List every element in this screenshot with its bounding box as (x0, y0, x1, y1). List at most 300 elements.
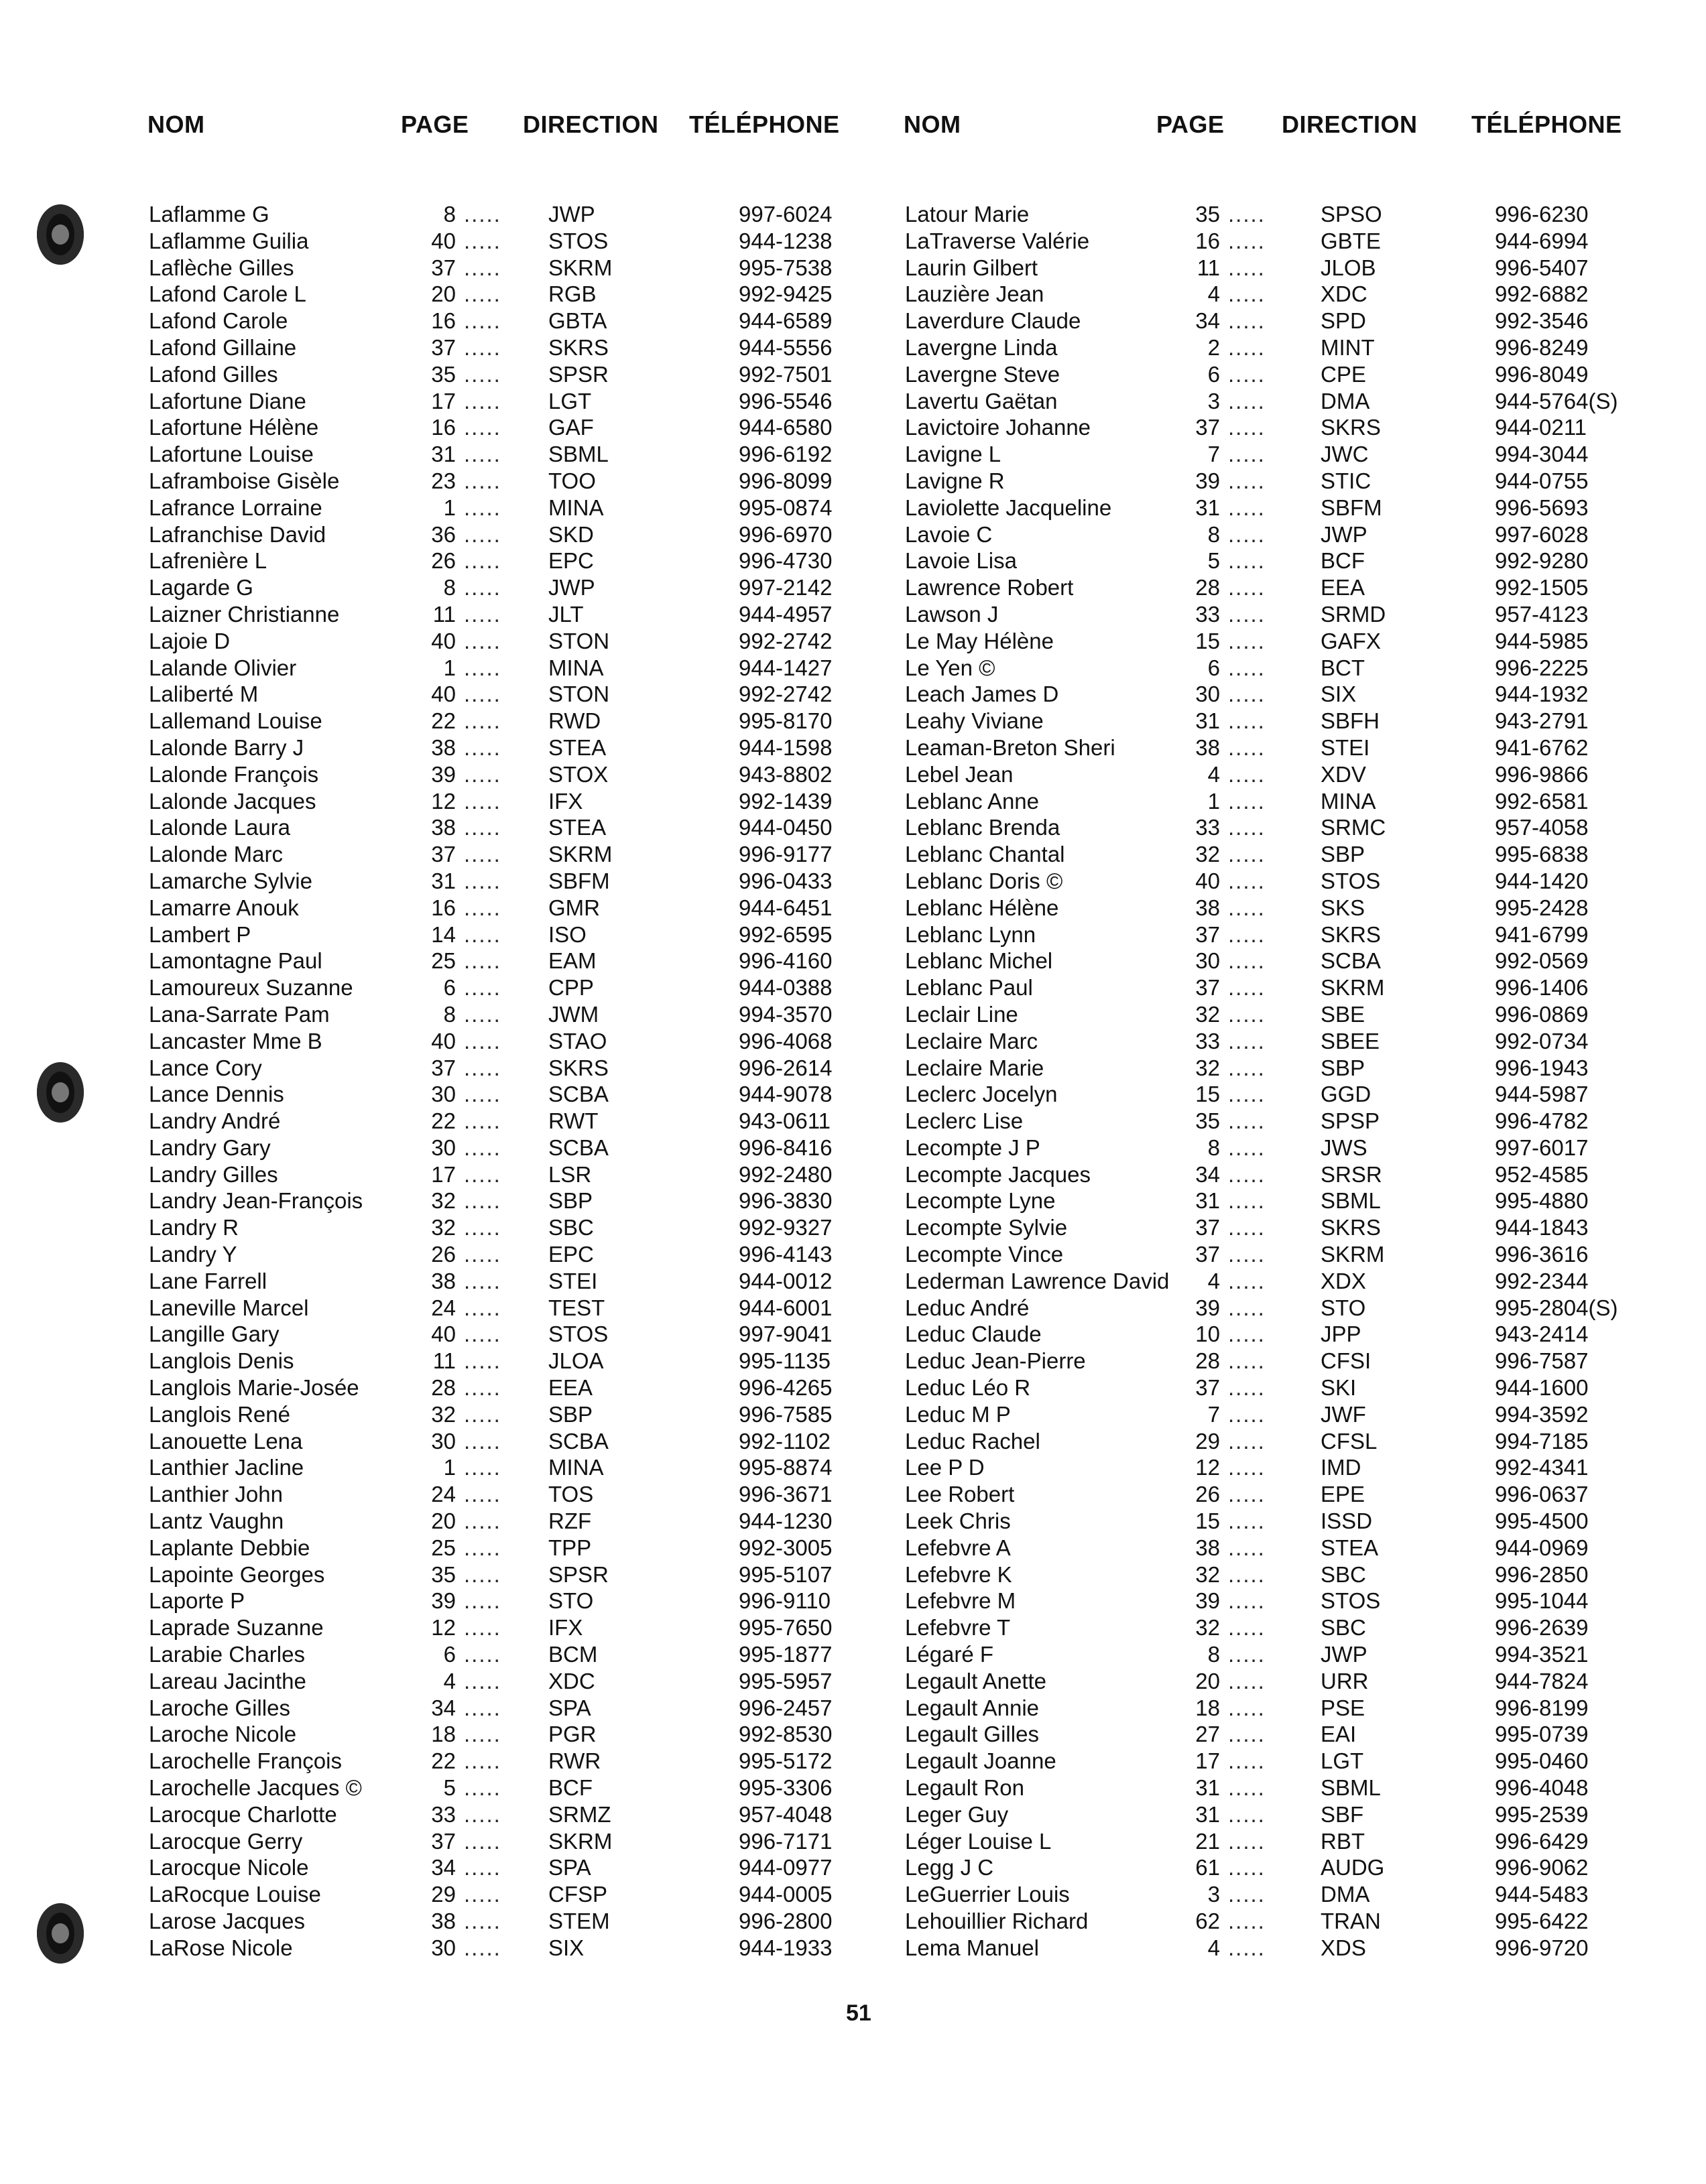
entry-telephone: 992-3546 (1495, 308, 1589, 334)
entry-name: Laroche Nicole (149, 1722, 297, 1747)
entry-page: 32 (431, 1215, 456, 1240)
entry-page: 20 (431, 1508, 456, 1534)
entry-name: Lafond Gilles (149, 361, 278, 387)
entry-telephone: 944-6589 (739, 308, 833, 334)
entry-page: 32 (1195, 1615, 1220, 1641)
directory-entry (149, 1748, 859, 1775)
entry-telephone: 995-2539 (1495, 1801, 1589, 1827)
entry-direction: TPP (548, 1535, 592, 1560)
entry-name: Laplante Debbie (149, 1535, 310, 1560)
entry-telephone: 944-1600 (1495, 1375, 1589, 1401)
entry-direction: GAF (548, 415, 594, 440)
leader-dots: ..... (1228, 1828, 1266, 1854)
leader-dots: ..... (464, 842, 501, 867)
header-nom-right: NOM (904, 111, 961, 138)
leader-dots: ..... (464, 308, 501, 334)
directory-entry (905, 1668, 1622, 1695)
entry-direction: STEI (548, 1268, 598, 1293)
entry-telephone: 944-0388 (739, 975, 833, 1001)
entry-page: 7 (1207, 1401, 1220, 1427)
entry-telephone: 994-3521 (1495, 1642, 1589, 1667)
entry-telephone: 944-6001 (739, 1295, 833, 1320)
entry-direction: SBML (548, 442, 609, 467)
entry-page: 17 (431, 388, 456, 413)
leader-dots: ..... (464, 1561, 501, 1587)
leader-dots: ..... (1228, 601, 1266, 627)
entry-telephone: 996-7587 (1495, 1348, 1589, 1374)
entry-telephone: 996-9062 (1495, 1855, 1589, 1880)
leader-dots: ..... (1228, 1242, 1266, 1267)
leader-dots: ..... (464, 442, 501, 467)
entry-name: Lafortune Louise (149, 442, 314, 467)
leader-dots: ..... (464, 1215, 501, 1240)
directory-entry (149, 814, 859, 841)
entry-name: Le Yen © (905, 655, 995, 680)
entry-page: 4 (1207, 761, 1220, 787)
entry-page: 30 (431, 1428, 456, 1454)
directory-entry (905, 1428, 1622, 1455)
entry-telephone: 995-4500 (1495, 1508, 1589, 1534)
entry-page: 12 (431, 788, 456, 814)
entry-page: 37 (1195, 1375, 1220, 1401)
entry-page: 37 (431, 255, 456, 280)
leader-dots: ..... (464, 1642, 501, 1667)
entry-direction: CFSI (1321, 1348, 1372, 1374)
leader-dots: ..... (464, 815, 501, 840)
entry-telephone: 944-0012 (739, 1268, 833, 1293)
directory-entry (905, 1854, 1622, 1881)
entry-name: Lavigne R (905, 468, 1005, 493)
entry-direction: IMD (1321, 1455, 1361, 1480)
entry-name: Lafortune Diane (149, 388, 306, 413)
directory-entry (905, 1721, 1622, 1748)
entry-page: 17 (431, 1161, 456, 1187)
leader-dots: ..... (1228, 1028, 1266, 1053)
header-page-left: PAGE (401, 111, 469, 138)
entry-name: Lefebvre A (905, 1535, 1011, 1560)
entry-name: Laprade Suzanne (149, 1615, 324, 1641)
entry-direction: SRMC (1321, 815, 1386, 840)
entry-page: 24 (431, 1295, 456, 1320)
directory-entry (905, 1268, 1622, 1295)
leader-dots: ..... (464, 1188, 501, 1214)
entry-page: 38 (431, 734, 456, 760)
entry-telephone: 992-9327 (739, 1215, 833, 1240)
entry-telephone: 944-0755 (1495, 468, 1589, 493)
entry-page: 8 (443, 202, 456, 227)
entry-page: 39 (431, 1588, 456, 1614)
entry-name: Leaman-Breton Sheri (905, 734, 1115, 760)
entry-direction: BCF (1321, 548, 1365, 574)
entry-direction: LSR (548, 1161, 592, 1187)
entry-name: Legault Ron (905, 1775, 1024, 1801)
entry-direction: CFSL (1321, 1428, 1378, 1454)
entry-direction: JPP (1321, 1322, 1361, 1347)
entry-page: 30 (431, 1082, 456, 1107)
entry-telephone: 995-1877 (739, 1642, 833, 1667)
entry-direction: SCBA (548, 1428, 609, 1454)
entry-name: Laroche Gilles (149, 1695, 290, 1720)
entry-page: 26 (1195, 1482, 1220, 1507)
entry-direction: STON (548, 682, 610, 707)
entry-telephone: 996-6192 (739, 442, 833, 467)
entry-direction: SBML (1321, 1188, 1381, 1214)
entry-page: 37 (1195, 1242, 1220, 1267)
directory-entry (905, 1108, 1622, 1135)
directory-entry (905, 334, 1622, 361)
entry-name: Langlois Marie-Josée (149, 1375, 359, 1401)
directory-entry (149, 681, 859, 708)
entry-telephone: 944-0969 (1495, 1535, 1589, 1560)
entry-direction: SRSR (1321, 1161, 1382, 1187)
entry-telephone: 944-5483 (1495, 1882, 1589, 1907)
entry-name: Landry R (149, 1215, 239, 1240)
entry-page: 32 (431, 1401, 456, 1427)
entry-direction: STOX (548, 761, 609, 787)
entry-direction: RBT (1321, 1828, 1365, 1854)
entry-direction: SKRS (1321, 415, 1381, 440)
entry-direction: SKRS (548, 1055, 609, 1080)
entry-page: 34 (1195, 1161, 1220, 1187)
directory-entry (149, 1721, 859, 1748)
directory-entry (149, 1775, 859, 1801)
entry-page: 32 (1195, 1561, 1220, 1587)
entry-page: 40 (431, 682, 456, 707)
directory-entry (149, 1295, 859, 1322)
leader-dots: ..... (1228, 1748, 1266, 1774)
directory-entry (905, 1374, 1622, 1401)
entry-name: Lafrance Lorraine (149, 495, 322, 520)
entry-telephone: 944-1932 (1495, 682, 1589, 707)
entry-page: 22 (431, 708, 456, 734)
leader-dots: ..... (1228, 682, 1266, 707)
entry-page: 61 (1195, 1855, 1220, 1880)
leader-dots: ..... (1228, 1882, 1266, 1907)
leader-dots: ..... (464, 575, 501, 600)
entry-name: Lederman Lawrence David (905, 1268, 1170, 1293)
leader-dots: ..... (464, 548, 501, 574)
entry-page: 18 (1195, 1695, 1220, 1720)
entry-direction: STOS (548, 1322, 609, 1347)
entry-name: Landry Gary (149, 1135, 271, 1160)
entry-name: Lance Dennis (149, 1082, 284, 1107)
directory-entry (905, 1348, 1622, 1374)
entry-direction: SBEE (1321, 1028, 1380, 1053)
leader-dots: ..... (464, 255, 501, 280)
entry-direction: BCT (1321, 655, 1365, 680)
leader-dots: ..... (1228, 1615, 1266, 1641)
directory-entry (149, 468, 859, 495)
directory-entry (905, 1081, 1622, 1108)
entry-telephone: 995-1044 (1495, 1588, 1589, 1614)
directory-entry (149, 414, 859, 441)
entry-telephone: 996-9177 (739, 842, 833, 867)
entry-name: Legault Anette (905, 1668, 1047, 1693)
entry-name: Legault Joanne (905, 1748, 1056, 1774)
entry-page: 18 (431, 1722, 456, 1747)
entry-page: 2 (1207, 334, 1220, 360)
entry-direction: JWF (1321, 1401, 1366, 1427)
leader-dots: ..... (464, 1348, 501, 1374)
entry-telephone: 944-1230 (739, 1508, 833, 1534)
directory-entry (149, 281, 859, 308)
directory-entry (905, 521, 1622, 548)
entry-direction: STO (548, 1588, 594, 1614)
entry-name: Leahy Viviane (905, 708, 1044, 734)
entry-telephone: 996-3671 (739, 1482, 833, 1507)
entry-page: 11 (432, 601, 456, 627)
entry-page: 30 (431, 1935, 456, 1960)
entry-name: Legault Gilles (905, 1722, 1039, 1747)
leader-dots: ..... (464, 361, 501, 387)
entry-direction: RWT (548, 1108, 599, 1134)
entry-direction: CFSP (548, 1882, 608, 1907)
directory-entry (149, 548, 859, 574)
entry-telephone: 992-2742 (739, 628, 833, 653)
entry-direction: JWM (548, 1001, 599, 1027)
entry-name: Langille Gary (149, 1322, 280, 1347)
leader-dots: ..... (1228, 1215, 1266, 1240)
entry-direction: SBFM (1321, 495, 1382, 520)
entry-page: 62 (1195, 1909, 1220, 1933)
header-direction-right: DIRECTION (1282, 111, 1418, 138)
entry-telephone: 996-1943 (1495, 1055, 1589, 1080)
entry-page: 16 (431, 895, 456, 920)
entry-telephone: 992-3005 (739, 1535, 833, 1560)
leader-dots: ..... (464, 682, 501, 707)
entry-telephone: 992-2742 (739, 682, 833, 707)
leader-dots: ..... (464, 1001, 501, 1027)
entry-telephone: 996-4048 (1495, 1775, 1589, 1801)
entry-direction: SPA (548, 1695, 591, 1720)
entry-name: Latour Marie (905, 202, 1030, 227)
directory-entry (905, 1241, 1622, 1268)
entry-direction: CPP (548, 975, 594, 1001)
entry-direction: JLOA (548, 1348, 604, 1374)
entry-direction: SPSR (548, 361, 609, 387)
directory-entry (149, 1588, 859, 1614)
entry-telephone: 994-3570 (739, 1001, 833, 1027)
leader-dots: ..... (1228, 1108, 1266, 1134)
directory-entry (905, 1935, 1622, 1962)
entry-page: 4 (1207, 1935, 1220, 1960)
leader-dots: ..... (464, 895, 501, 920)
entry-direction: URR (1321, 1668, 1369, 1693)
directory-entry (149, 1535, 859, 1561)
directory-entry (149, 388, 859, 415)
leader-dots: ..... (464, 468, 501, 493)
leader-dots: ..... (1228, 1855, 1266, 1880)
directory-entry (905, 1828, 1622, 1855)
entry-direction: IFX (548, 788, 583, 814)
entry-direction: SKRM (548, 1828, 613, 1854)
entry-name: Lecompte Vince (905, 1242, 1064, 1267)
directory-entry (149, 1108, 859, 1135)
leader-dots: ..... (1228, 1082, 1266, 1107)
entry-direction: SRMZ (548, 1801, 611, 1827)
entry-page: 8 (1207, 521, 1220, 547)
leader-dots: ..... (464, 202, 501, 227)
entry-direction: SBP (548, 1188, 593, 1214)
leader-dots: ..... (1228, 468, 1266, 493)
leader-dots: ..... (464, 1242, 501, 1267)
entry-direction: EEA (1321, 575, 1365, 600)
leader-dots: ..... (464, 1775, 501, 1801)
entry-name: Lecompte Sylvie (905, 1215, 1068, 1240)
entry-name: Léger Louise L (905, 1828, 1052, 1854)
directory-entry (149, 361, 859, 388)
directory-entry (905, 281, 1622, 308)
directory-entry (905, 1055, 1622, 1082)
entry-page: 20 (431, 281, 456, 307)
leader-dots: ..... (1228, 1668, 1266, 1693)
entry-telephone: 944-5987 (1495, 1082, 1589, 1107)
leader-dots: ..... (464, 761, 501, 787)
entry-direction: SKS (1321, 895, 1365, 920)
directory-entry (149, 308, 859, 334)
leader-dots: ..... (1228, 1695, 1266, 1720)
entry-page: 32 (1195, 1001, 1220, 1027)
entry-name: Lamontagne Paul (149, 948, 322, 974)
directory-entry (905, 1775, 1622, 1801)
directory-entry (149, 841, 859, 868)
entry-direction: XDC (548, 1668, 595, 1693)
entry-telephone: 996-0637 (1495, 1482, 1589, 1507)
leader-dots: ..... (1228, 815, 1266, 840)
binder-hole (37, 1903, 84, 1964)
directory-entry (149, 868, 859, 895)
entry-page: 26 (431, 548, 456, 574)
entry-telephone: 996-0433 (739, 868, 833, 893)
entry-telephone: 996-7585 (739, 1401, 833, 1427)
entry-telephone: 996-4265 (739, 1375, 833, 1401)
binder-hole (37, 204, 84, 265)
leader-dots: ..... (464, 1375, 501, 1401)
leader-dots: ..... (464, 1535, 501, 1560)
entry-page: 4 (1207, 281, 1220, 307)
directory-entry (905, 868, 1622, 895)
directory-entry (149, 655, 859, 682)
entry-telephone: 992-2480 (739, 1161, 833, 1187)
entry-telephone: 995-3306 (739, 1775, 833, 1801)
entry-name: Leblanc Paul (905, 975, 1033, 1001)
entry-telephone: 992-1439 (739, 788, 833, 814)
directory-entry (905, 974, 1622, 1001)
directory-entry (905, 1001, 1622, 1028)
leader-dots: ..... (1228, 1348, 1266, 1374)
entry-direction: STOS (1321, 1588, 1381, 1614)
entry-direction: RWR (548, 1748, 601, 1774)
entry-telephone: 992-4341 (1495, 1455, 1589, 1480)
entry-page: 25 (431, 948, 456, 974)
directory-entry (149, 734, 859, 761)
entry-page: 33 (1195, 815, 1220, 840)
entry-telephone: 997-2142 (739, 575, 833, 600)
directory-entry (905, 1748, 1622, 1775)
entry-direction: JLT (548, 601, 584, 627)
entry-direction: DMA (1321, 388, 1370, 413)
entry-telephone: 944-7824 (1495, 1668, 1589, 1693)
entry-telephone: 996-9720 (1495, 1935, 1589, 1960)
entry-page: 35 (1195, 1108, 1220, 1134)
directory-entry (905, 201, 1622, 228)
entry-page: 37 (1195, 415, 1220, 440)
directory-entry (149, 1374, 859, 1401)
leader-dots: ..... (1228, 361, 1266, 387)
entry-direction: JWS (1321, 1135, 1367, 1160)
entry-name: Lareau Jacinthe (149, 1668, 306, 1693)
leader-dots: ..... (464, 868, 501, 893)
entry-name: Lefebvre K (905, 1561, 1012, 1587)
directory-entry (149, 948, 859, 974)
directory-entry (905, 1588, 1622, 1614)
directory-entry (149, 1508, 859, 1535)
directory-entry (905, 361, 1622, 388)
leader-dots: ..... (1228, 442, 1266, 467)
leader-dots: ..... (464, 1135, 501, 1160)
directory-entry (905, 1561, 1622, 1588)
entry-telephone: 996-8416 (739, 1135, 833, 1160)
directory-entry (149, 921, 859, 948)
leader-dots: ..... (464, 1909, 501, 1933)
directory-entry (905, 788, 1622, 815)
directory-entry (905, 388, 1622, 415)
entry-name: Larocque Nicole (149, 1855, 309, 1880)
entry-name: Lana-Sarrate Pam (149, 1001, 330, 1027)
leader-dots: ..... (464, 1801, 501, 1827)
entry-name: Lafranchise David (149, 521, 326, 547)
leader-dots: ..... (464, 1108, 501, 1134)
directory-entry (905, 655, 1622, 682)
entry-name: Lapointe Georges (149, 1561, 325, 1587)
directory-entry (149, 974, 859, 1001)
entry-direction: STOS (548, 228, 609, 253)
entry-telephone: 943-2791 (1495, 708, 1589, 734)
leader-dots: ..... (1228, 255, 1266, 280)
entry-telephone: 995-5957 (739, 1668, 833, 1693)
directory-entry (905, 628, 1622, 655)
entry-telephone: 996-8049 (1495, 361, 1589, 387)
entry-telephone: 992-6581 (1495, 788, 1589, 814)
entry-page: 38 (431, 1268, 456, 1293)
leader-dots: ..... (1228, 1375, 1266, 1401)
entry-page: 39 (1195, 1295, 1220, 1320)
entry-name: Laverdure Claude (905, 308, 1081, 334)
entry-direction: LGT (1321, 1748, 1364, 1774)
entry-telephone: 996-5407 (1495, 255, 1589, 280)
entry-telephone: 996-6970 (739, 521, 833, 547)
entry-name: Lecompte Jacques (905, 1161, 1091, 1187)
entry-page: 32 (1195, 1055, 1220, 1080)
leader-dots: ..... (1228, 1482, 1266, 1507)
directory-entry (905, 495, 1622, 521)
leader-dots: ..... (464, 1695, 501, 1720)
entry-name: Leblanc Chantal (905, 842, 1065, 867)
entry-page: 11 (432, 1348, 456, 1374)
entry-direction: MINA (548, 1455, 604, 1480)
entry-telephone: 944-5556 (739, 334, 833, 360)
entry-telephone: 944-0211 (1495, 415, 1587, 440)
leader-dots: ..... (1228, 921, 1266, 947)
entry-direction: GAFX (1321, 628, 1381, 653)
directory-entry (149, 1908, 859, 1935)
entry-page: 15 (1195, 1508, 1220, 1534)
entry-telephone: 944-5985 (1495, 628, 1589, 653)
entry-direction: SKRS (1321, 921, 1381, 947)
directory-entry (149, 895, 859, 921)
directory-entry (905, 308, 1622, 334)
entry-name: Larocque Charlotte (149, 1801, 337, 1827)
